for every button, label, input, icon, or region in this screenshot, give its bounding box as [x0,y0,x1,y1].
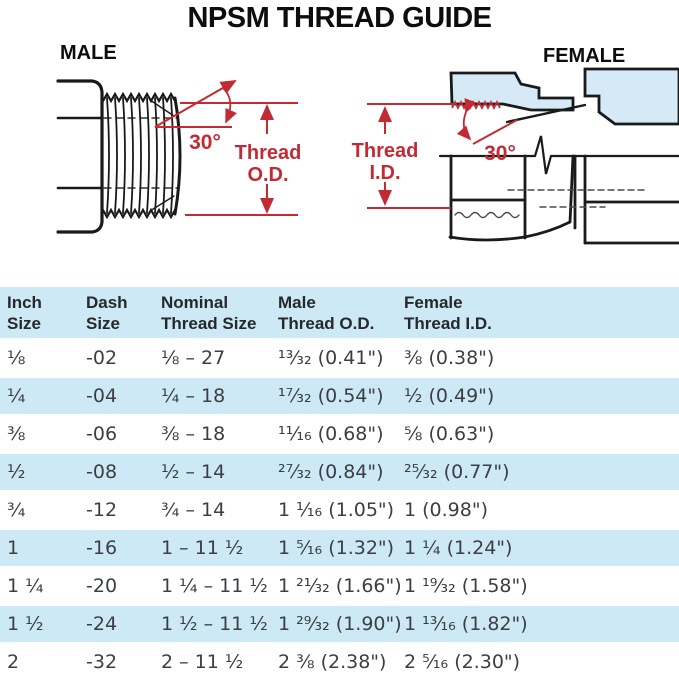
table-row [0,529,679,567]
male-thread-od-cell: ¹⁷⁄₃₂ (0.54") [278,385,384,407]
male-thread-od-cell: 1 ²¹⁄₃₂ (1.66") [278,575,402,597]
female-cross-section [440,69,679,243]
inch-size-cell: ¾ [7,499,26,521]
table-row [0,605,679,643]
male-thread-diagram [40,60,340,270]
male-fitting-body [58,81,180,232]
table-row [0,491,679,529]
dash-size-cell: -32 [86,651,118,673]
header-dash-size: Dash Size [86,293,128,333]
nominal-thread-size-cell: ⅛ – 27 [161,347,226,369]
inch-size-cell: ⅜ [7,423,26,445]
hidden-thread-dashed [508,190,645,207]
female-thread-id-cell: 2 ⁵⁄₁₆ (2.30") [404,651,521,673]
male-thread-od-cell: ¹³⁄₃₂ (0.41") [278,347,384,369]
male-thread-od-cell: 1 ²⁹⁄₃₂ (1.90") [278,613,402,635]
male-dim-label-line1: Thread [234,142,302,164]
page-title: NPSM THREAD GUIDE [187,2,492,34]
female-angle-label: 30° [484,142,516,165]
header-row [0,287,679,339]
nominal-thread-size-cell: 1 – 11 ½ [161,537,244,559]
dash-size-cell: -24 [86,613,118,635]
inch-size-cell: 1 [7,537,20,559]
hex-flat-lines [58,118,101,188]
table-row [0,567,679,605]
header-male-thread-od: Male Thread O.D. [278,293,375,333]
table-row [0,415,679,453]
male-angle-label: 30° [189,131,221,154]
male-thread-od-cell: ¹¹⁄₁₆ (0.68") [278,423,384,445]
thread-chamfer-lines [150,100,174,211]
nominal-thread-size-cell: ½ – 14 [161,461,226,483]
table-row [0,453,679,491]
nominal-thread-size-cell: ⅜ – 18 [161,423,226,445]
female-thread-id-cell: ⅝ (0.63") [404,423,495,445]
angle-arc [223,88,230,122]
female-dim-label-line1: Thread [351,140,419,162]
male-thread-od-cell: 2 ⅜ (2.38") [278,651,387,673]
nominal-thread-size-cell: 1 ½ – 11 ½ [161,613,268,635]
inch-size-cell: 1 ¼ [7,575,44,597]
male-dim-label-line2: O.D. [247,164,289,186]
nominal-thread-size-cell: ¾ – 14 [161,499,226,521]
female-thread-id-cell: ²⁵⁄₃₂ (0.77") [404,461,510,483]
table-row [0,339,679,377]
dash-size-cell: -02 [86,347,118,369]
female-thread-id-cell: 1 ¹⁹⁄₃₂ (1.58") [404,575,528,597]
inch-size-cell: 1 ½ [7,613,44,635]
inch-size-cell: ⅛ [7,347,26,369]
angle-arc [464,112,470,139]
male-thread-od-cell: 1 ¹⁄₁₆ (1.05") [278,499,395,521]
dash-size-cell: -20 [86,575,118,597]
mating-part-section-right [585,69,679,124]
table-header [0,287,679,339]
hex-body-outline [58,81,102,232]
male-section-label: MALE [60,42,117,64]
header-nominal-thread-size: Nominal Thread Size [161,293,257,333]
dash-size-cell: -16 [86,537,118,559]
table-body [0,339,679,680]
dash-size-cell: -04 [86,385,118,407]
header-female-thread-id: Female Thread I.D. [404,293,492,333]
hidden-thread-wavy [455,213,519,218]
female-thread-id-cell: 1 ¼ (1.24") [404,537,513,559]
female-thread-id-cell: ⅜ (0.38") [404,347,495,369]
nominal-thread-size-cell: 1 ¼ – 11 ½ [161,575,268,597]
nominal-thread-size-cell: ¼ – 18 [161,385,226,407]
dash-size-cell: -12 [86,499,118,521]
inch-size-cell: ¼ [7,385,26,407]
table-row [0,377,679,415]
male-thread-od-cell: 1 ⁵⁄₁₆ (1.32") [278,537,395,559]
female-thread-id-cell: 1 (0.98") [404,499,488,521]
thread-spec-table [0,287,679,680]
dash-size-cell: -06 [86,423,118,445]
header-inch-size: Inch Size [7,293,42,333]
female-section-label: FEMALE [543,45,626,67]
thread-lines [107,98,173,213]
nominal-thread-size-cell: 2 – 11 ½ [161,651,244,673]
dash-size-cell: -08 [86,461,118,483]
table-row [0,643,679,680]
angle-slant-ray [473,120,517,144]
nut-section-left [451,73,573,110]
nut-lower-outline [450,156,679,243]
female-thread-diagram [345,60,679,270]
inch-size-cell: 2 [7,651,20,673]
male-thread-od-cell: ²⁷⁄₃₂ (0.84") [278,461,384,483]
female-thread-id-cell: 1 ¹³⁄₁₆ (1.82") [404,613,528,635]
inch-size-cell: ½ [7,461,26,483]
female-dim-label-line2: I.D. [369,162,401,184]
female-thread-id-cell: ½ (0.49") [404,385,495,407]
